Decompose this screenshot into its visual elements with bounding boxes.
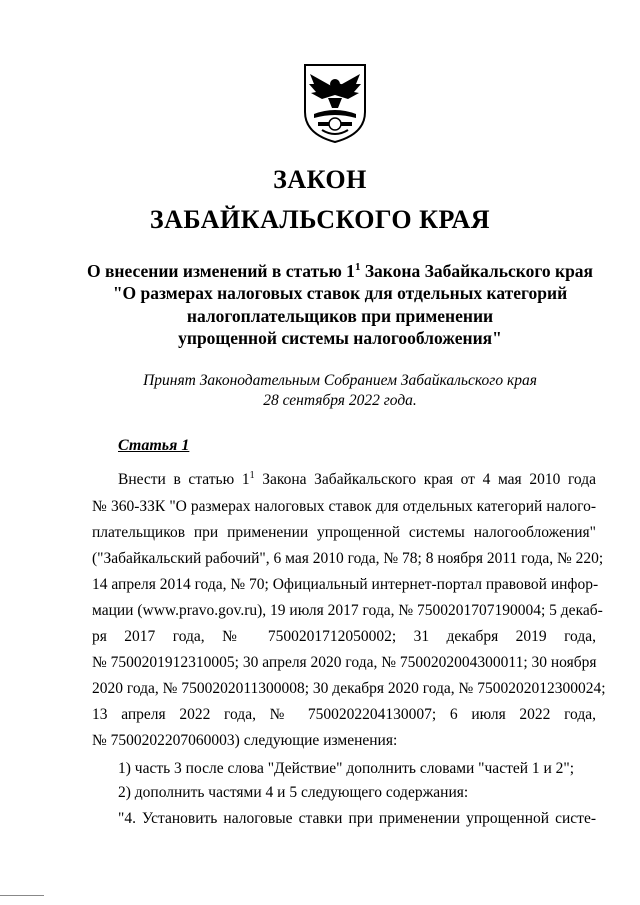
- body-line: ("Забайкальский рабочий", 6 мая 2010 года, № 78; 8 ноября 2011 года, № 220;: [92, 550, 604, 567]
- coat-of-arms-icon: [300, 62, 370, 144]
- article-heading: Статья 1: [118, 437, 190, 454]
- body-line: плательщиков при применении упрощенной системы налогообложения": [92, 524, 596, 541]
- subtitle-line-4: упрощенной системы налогообложения": [178, 328, 502, 349]
- body-line: Внести в статью $1^1$ Закона Забайкальского края от 4 мая 2010 года: [118, 469, 596, 488]
- law-region-title: ЗАБАЙКАЛЬСКОГО КРАЯ: [149, 205, 491, 234]
- body-line: ря 2017 года, № 7500201712050002; 31 декабря 2019 года,: [92, 628, 596, 645]
- subtitle-line-1: О внесении изменений в статью $1^1$ Закона Забайкальского края: [86, 260, 594, 281]
- subtitle-line-3: налогоплательщиков при применении: [186, 305, 494, 326]
- body-line: мации (www.pravo.gov.ru), 19 июля 2017 года, № 7500201707190004; 5 декаб-: [92, 602, 603, 619]
- body-line: № 360-ЗЗК "О размерах налоговых ставок для отдельных категорий налого-: [92, 498, 596, 515]
- list-item: 2) дополнить частями 4 и 5 следующего содержания:: [118, 784, 469, 801]
- adoption-line-1: Принят Законодательным Собранием Забайкальского края: [143, 372, 537, 389]
- adoption-note: [60, 371, 620, 411]
- adoption-date: 28 сентября 2022 года.: [263, 392, 417, 409]
- body-line: № 7500202207060003) следующие изменения:: [92, 732, 398, 749]
- body-line: 14 апреля 2014 года, № 70; Официальный интернет-портал правовой инфор-: [92, 576, 599, 593]
- subtitle-line-2: "О размерах налоговых ставок для отдельных категорий: [112, 283, 568, 304]
- law-title: ЗАКОН: [273, 165, 367, 194]
- body-line: 2020 года, № 7500202011300008; 30 декабря 2020 года, № 7500202012300024;: [92, 680, 606, 697]
- body-line: № 7500201912310005; 30 апреля 2020 года, № 7500202004300011; 30 ноября: [92, 654, 597, 671]
- body-line: 13 апреля 2022 года, № 7500202204130007; 6 июля 2022 года,: [92, 706, 596, 723]
- scan-edge-mark: [0, 895, 44, 896]
- list-item: 1) часть 3 после слова "Действие" дополнить словами "частей 1 и 2";: [118, 760, 575, 777]
- quoted-text-line: "4. Установить налоговые ставки при применении упрощенной систе-: [118, 810, 596, 827]
- law-subtitle: [60, 256, 620, 350]
